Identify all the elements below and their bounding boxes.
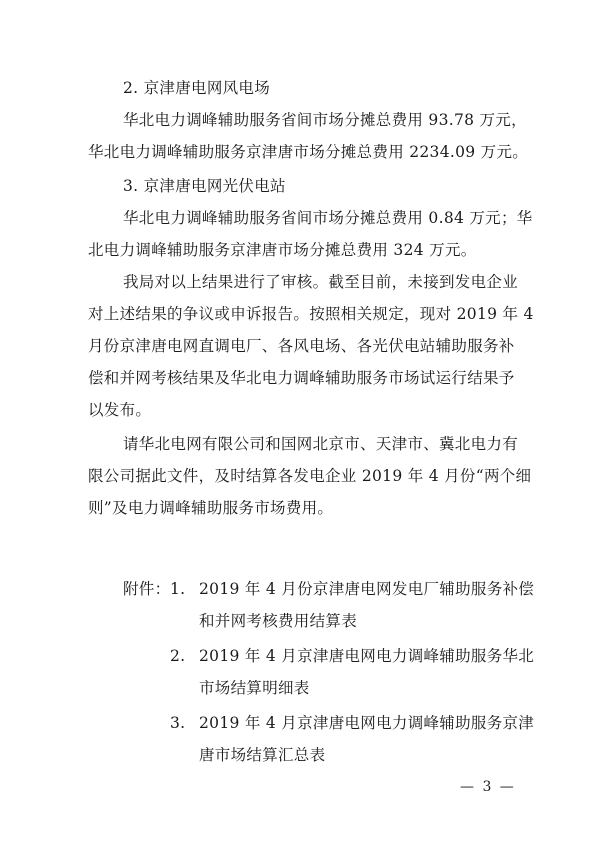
attachment-number: 2. <box>170 647 186 665</box>
attachment-title-line: 和并网考核费用结算表 <box>199 612 358 630</box>
attachment-title-line: 唐市场结算汇总表 <box>199 746 326 764</box>
attachment-number: 3. <box>170 714 186 732</box>
review-paragraph-line: 以发布。 <box>88 401 152 419</box>
request-paragraph-line: 则”及电力调峰辅助服务市场费用。 <box>88 499 334 517</box>
attachment-title-line: 2019 年 4 月京津唐电网电力调峰辅助服务京津 <box>199 714 535 732</box>
wind-cost-line-1: 华北电力调峰辅助服务省间市场分摊总费用 93.78 万元， <box>123 111 527 129</box>
review-paragraph-line: 偿和并网考核结果及华北电力调峰辅助服务市场试运行结果予 <box>88 369 515 387</box>
solar-cost-line-2: 北电力调峰辅助服务京津唐市场分摊总费用 324 万元。 <box>88 241 477 259</box>
attachment-title-line: 2019 年 4 月京津唐电网电力调峰辅助服务华北 <box>199 647 535 665</box>
section-heading-solar: 3. 京津唐电网光伏电站 <box>123 177 286 195</box>
attachment-number: 1. <box>170 580 186 598</box>
page-number: — 3 — <box>460 779 516 795</box>
review-paragraph-line: 我局对以上结果进行了审核。截至目前，未接到发电企业 <box>123 273 519 291</box>
review-paragraph-line: 月份京津唐电网直调电厂、各风电场、各光伏电站辅助服务补 <box>88 337 515 355</box>
request-paragraph-line: 限公司据此文件，及时结算各发电企业 2019 年 4 月份“两个细 <box>88 467 532 485</box>
review-paragraph-line: 对上述结果的争议或申诉报告。按照相关规定，现对 2019 年 4 <box>88 305 534 323</box>
attachment-title-line: 市场结算明细表 <box>199 679 310 697</box>
attachment-title-line: 2019 年 4 月份京津唐电网发电厂辅助服务补偿 <box>199 580 535 598</box>
request-paragraph-line: 请华北电网有限公司和国网北京市、天津市、冀北电力有 <box>123 435 519 453</box>
section-heading-wind: 2. 京津唐电网风电场 <box>123 79 271 97</box>
wind-cost-line-2: 华北电力调峰辅助服务京津唐市场分摊总费用 2234.09 万元。 <box>88 143 529 161</box>
attachments-label: 附件： <box>123 580 171 598</box>
solar-cost-line-1: 华北电力调峰辅助服务省间市场分摊总费用 0.84 万元；华 <box>123 209 533 227</box>
